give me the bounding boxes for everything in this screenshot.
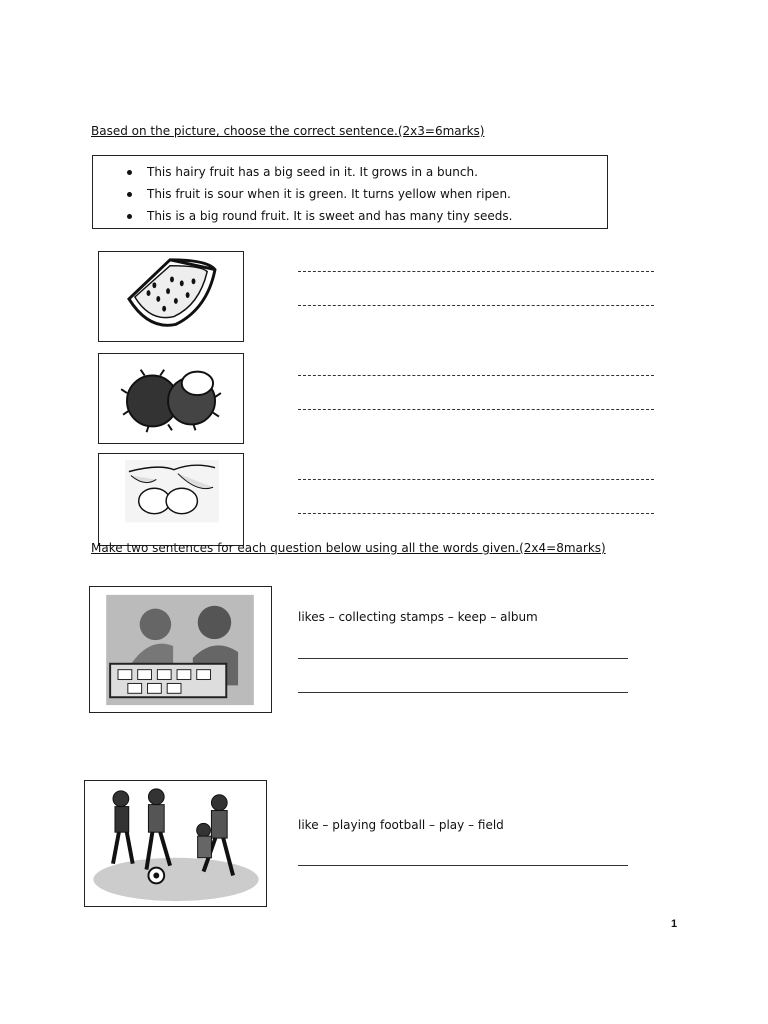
choice-sentence-1: This hairy fruit has a big seed in it. It grows in a bunch. [93, 161, 607, 183]
rambutan-icon [99, 354, 243, 443]
choice-sentence-2: This fruit is sour when it is green. It turns yellow when ripen. [93, 183, 607, 205]
mango-icon [99, 454, 243, 545]
section-b-instruction: Make two sentences for each question below using all the words given.(2x4=8marks) [91, 541, 606, 555]
football-picture [84, 780, 267, 907]
watermelon-picture [98, 251, 244, 342]
rambutan-picture [98, 353, 244, 444]
section-a-instruction: Based on the picture, choose the correct sentence.(2x3=6marks) [91, 124, 485, 138]
stamp-collecting-icon [90, 587, 271, 712]
page-number: 1 [671, 918, 678, 930]
mango-picture [98, 453, 244, 546]
question-2-words: like – playing football – play – field [298, 818, 504, 832]
answer-line-3b[interactable] [298, 513, 654, 514]
answer-line-1a[interactable] [298, 271, 654, 272]
sentence-choices-box [92, 155, 608, 229]
football-players-icon [85, 781, 266, 906]
answer-line-q1b[interactable] [298, 692, 628, 693]
question-1-words: likes – collecting stamps – keep – album [298, 610, 538, 624]
answer-line-2a[interactable] [298, 375, 654, 376]
answer-line-1b[interactable] [298, 305, 654, 306]
stamp-collecting-picture [89, 586, 272, 713]
choice-sentence-3: This is a big round fruit. It is sweet and has many tiny seeds. [93, 205, 607, 227]
answer-line-2b[interactable] [298, 409, 654, 410]
answer-line-q1a[interactable] [298, 658, 628, 659]
answer-line-q2a[interactable] [298, 865, 628, 866]
answer-line-3a[interactable] [298, 479, 654, 480]
watermelon-slice-icon [99, 252, 243, 341]
